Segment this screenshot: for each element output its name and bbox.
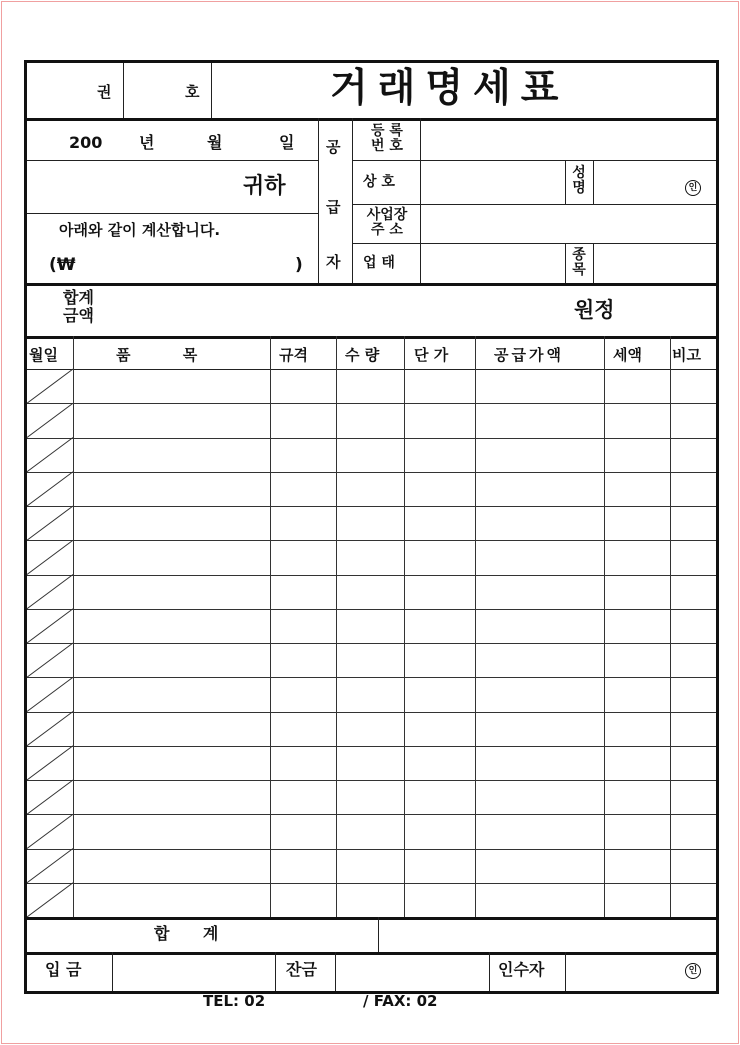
col-header-item: 품 목 xyxy=(116,346,198,364)
col-header-tax: 세액 xyxy=(613,346,642,364)
day-label: 일 xyxy=(279,133,295,152)
date-cell-slash xyxy=(27,540,73,574)
deposit-divider xyxy=(565,952,566,991)
year-label: 년 xyxy=(139,133,155,152)
balance-label: 잔금 xyxy=(286,960,317,979)
date-cell-slash xyxy=(27,506,73,540)
honorific: 귀하 xyxy=(243,174,286,199)
date-cell-slash xyxy=(27,609,73,643)
tel-text: TEL: 02 xyxy=(203,992,266,1010)
business-type-label: 업 태 xyxy=(363,255,395,271)
date-cell-slash xyxy=(27,677,73,711)
date-cell-slash xyxy=(27,369,73,403)
book-label: 권 xyxy=(97,83,112,101)
date-cell-slash xyxy=(27,575,73,609)
date-cell-slash xyxy=(27,883,73,917)
category-label: 종 목 xyxy=(572,247,586,278)
address-label: 사업장 주 소 xyxy=(366,207,408,238)
col-header-note: 비고 xyxy=(672,346,701,364)
deposit-label: 입 금 xyxy=(45,960,82,979)
supplier-side-label-2: 급 xyxy=(326,198,341,216)
year-prefix: 200 xyxy=(69,133,103,152)
total-amount-label: 합계 금액 xyxy=(63,288,94,325)
date-cell-slash xyxy=(27,780,73,814)
won-open: (₩ xyxy=(49,255,76,275)
reg-no-label: 등 록 번 호 xyxy=(371,123,403,154)
deposit-divider xyxy=(335,952,336,991)
receiver-label: 인수자 xyxy=(498,960,545,979)
date-cell-slash xyxy=(27,712,73,746)
name-label: 성 명 xyxy=(572,165,586,196)
receiver-seal-mark: 인 xyxy=(685,963,701,979)
month-label: 월 xyxy=(207,133,223,152)
date-cell-slash xyxy=(27,403,73,437)
col-header-unit-price: 단 가 xyxy=(414,346,449,364)
deposit-divider xyxy=(112,952,113,991)
sum-label: 합 계 xyxy=(154,924,219,943)
sum-divider xyxy=(378,917,379,952)
date-cell-slash xyxy=(27,472,73,506)
supplier-side-label-3: 자 xyxy=(326,253,341,271)
total-amount-suffix: 원정 xyxy=(574,298,615,322)
date-cell-slash xyxy=(27,746,73,780)
deposit-top-line xyxy=(27,952,716,955)
number-label: 호 xyxy=(185,83,200,101)
deposit-divider xyxy=(489,952,490,991)
col-header-supply-amount: 공급가액 xyxy=(494,346,564,364)
date-cell-slash xyxy=(27,849,73,883)
date-cell-slash xyxy=(27,814,73,848)
col-header-date: 월일 xyxy=(29,346,58,364)
supplier-side-label-1: 공 xyxy=(326,138,341,156)
won-close: ) xyxy=(295,255,303,275)
transaction-statement-form xyxy=(24,60,719,994)
document-title: 거래명세표 xyxy=(330,66,569,111)
statement-text: 아래와 같이 계산합니다. xyxy=(59,221,221,239)
fax-text: / FAX: 02 xyxy=(363,992,438,1010)
date-cell-slash xyxy=(27,438,73,472)
sum-top-line xyxy=(27,917,716,920)
date-cell-slashes xyxy=(27,63,716,991)
col-header-spec: 규격 xyxy=(279,346,308,364)
col-header-qty: 수 량 xyxy=(345,346,380,364)
date-cell-slash xyxy=(27,643,73,677)
company-label: 상 호 xyxy=(363,174,395,190)
deposit-divider xyxy=(275,952,276,991)
seal-mark: 인 xyxy=(685,180,701,196)
